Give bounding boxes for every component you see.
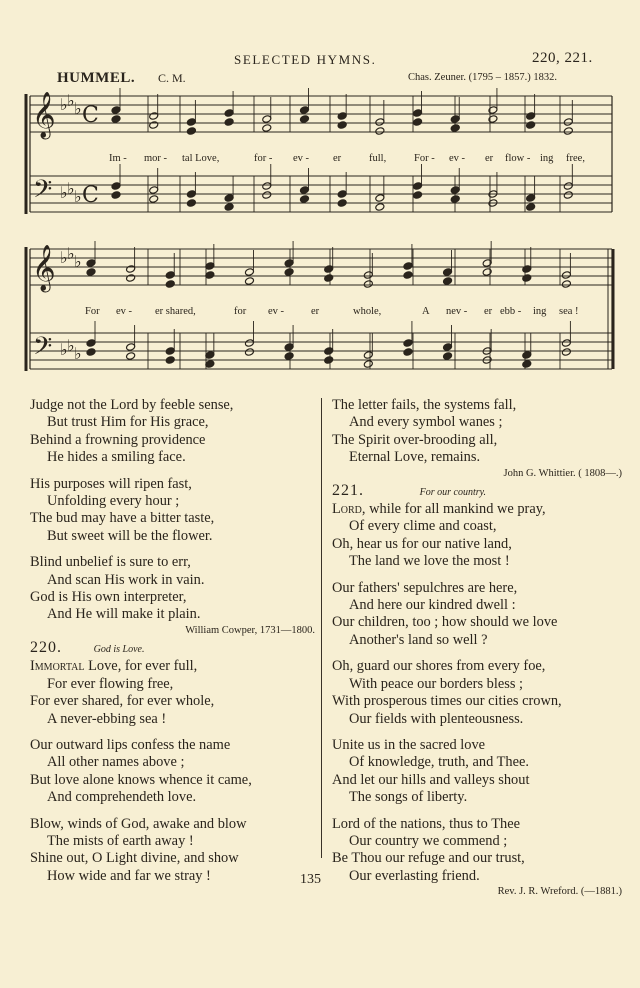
note-head [526,121,536,130]
note-head [375,203,385,212]
verse-line: But trust Him for His grace, [47,414,209,431]
lyric-syllable: tal Love, [182,153,220,164]
lyric-syllable: ebb - [500,306,522,317]
note-head [324,347,334,356]
verse-line: And here our kindred dwell : [349,597,516,614]
lyric-syllable: for [234,306,247,317]
stanza [332,816,622,886]
note-head [563,191,573,200]
hymn-heading [332,482,622,501]
note-head [244,277,254,286]
note-head [224,194,234,203]
verse-line: Lord of the nations, thus to Thee [332,815,520,832]
hymn-topic: For our country. [419,486,486,498]
verse-line: Oh, guard our shores from every foe, [332,658,546,675]
note-head [443,268,453,277]
lyric-syllable: ing [533,306,547,317]
note-head [111,191,121,200]
verse-line: The songs of liberty. [349,789,468,806]
verse-line: The bud may have a bitter taste, [30,510,215,527]
flat-icon: ♭ [67,246,75,263]
verse-line: With prosperous times our cities crown, [332,693,562,710]
page-number: 135 [300,872,321,887]
verse-line: Of every clime and coast, [349,518,497,535]
verse-line: And let our hills and valleys shout [332,771,530,788]
stanza [332,658,622,728]
verse-line: Our fields with plenteousness. [349,710,524,727]
verse-line: The Spirit over-brooding all, [332,431,498,448]
tune-name: HUMMEL. [57,70,136,86]
lyric-syllable: whole, [353,306,382,317]
stanza [332,580,622,650]
note-head [337,190,347,199]
note-head [111,115,121,124]
verse-line: Oh, hear us for our native land, [332,535,512,552]
note-head [403,339,413,348]
note-head [224,118,234,127]
lyric-syllable: ev - [449,153,466,164]
note-head [262,115,272,124]
verse-line: How wide and far we stray ! [47,867,211,884]
note-head [165,356,175,365]
note-head [413,191,423,200]
note-head [363,360,373,369]
music-score [0,0,640,395]
author-credit: John G. Whittier. ( 1808—.) [503,467,622,479]
note-head [299,115,309,124]
treble-clef-icon: 𝄞 [32,245,56,291]
flat-icon: ♭ [74,189,82,206]
verse-line: The land we love the most ! [349,553,510,570]
first-word: Immortal [30,658,85,675]
common-time-icon: C [82,103,99,128]
note-head [482,268,492,277]
lyric-syllable: For [85,306,100,317]
lyric-syllable: er [311,306,320,317]
stanza [30,397,315,467]
note-head [443,343,453,352]
note-head [186,118,196,127]
hymn-number: 220. [30,638,62,656]
verse-line: And He will make it plain. [47,606,201,623]
note-head [126,265,136,274]
note-head [563,118,573,127]
note-head [522,351,532,360]
verse-line: A never-ebbing sea ! [47,710,167,727]
note-head [165,280,175,289]
lyric-syllable: ev - [268,306,285,317]
note-head [186,127,196,136]
note-head [482,259,492,268]
verse-line: God is His own interpreter, [30,589,187,606]
lyric-syllable: for - [254,153,273,164]
note-head [299,106,309,115]
lyric-syllable: er [484,306,493,317]
note-head [526,194,536,203]
flat-icon: ♭ [74,346,82,363]
stanza [332,737,622,807]
note-head [244,268,254,277]
note-head [186,190,196,199]
note-head [522,360,532,369]
stanza [30,476,315,546]
note-head [337,199,347,208]
verse-line: Unite us in the sacred love [332,736,486,753]
note-head [522,265,532,274]
note-head [186,199,196,208]
verse-line: Judge not the Lord by feeble sense, [30,397,234,413]
note-head [413,109,423,118]
lyric-syllable: free, [566,153,585,164]
page-header: SELECTED HYMNS. [234,52,377,67]
tune-meter: C. M. [158,71,186,85]
note-head [224,109,234,118]
note-head [526,203,536,212]
hymn-number: 221. [332,481,364,499]
note-head [86,259,96,268]
hymn-heading [30,639,315,658]
note-head [413,118,423,127]
note-head [324,356,334,365]
verse-line: Our fathers' sepulchres are here, [332,579,518,596]
author-credit: William Cowper, 1731—1800. [185,624,315,636]
verse-line: Blow, winds of God, awake and blow [30,815,247,832]
lyric-syllable: flow - [505,153,531,164]
verse-line: Unfolding every hour ; [47,493,180,510]
note-head [284,343,294,352]
note-head [526,112,536,121]
note-head [244,348,254,357]
note-head [363,351,373,360]
verse-line: Of knowledge, truth, and Thee. [349,754,529,771]
lyric-syllable: er [333,153,342,164]
note-head [149,121,159,130]
lyric-syllable: ing [540,153,554,164]
verse-line: For ever flowing free, [47,675,174,692]
flat-icon: ♭ [60,342,68,359]
right-column [332,397,622,899]
note-head [488,115,498,124]
flat-icon: ♭ [60,185,68,202]
verse-line: All other names above ; [47,754,185,771]
flat-icon: ♭ [60,250,68,267]
verse-line: He hides a smiling face. [47,449,186,466]
lyric-syllable: ev - [116,306,133,317]
note-head [561,280,571,289]
note-head [165,271,175,280]
verse-line: Shine out, O Light divine, and show [30,850,239,867]
note-head [284,268,294,277]
hymn-topic: God is Love. [93,643,145,655]
flat-icon: ♭ [67,181,75,198]
stanza [332,397,622,467]
lyric-syllable: full, [369,153,387,164]
note-head [284,259,294,268]
note-head [563,127,573,136]
composer-credit: Chas. Zeuner. (1795 – 1857.) 1832. [408,72,558,83]
flat-icon: ♭ [74,101,82,118]
note-head [561,348,571,357]
note-head [284,352,294,361]
note-head [561,271,571,280]
common-time-icon: C [82,183,99,208]
note-head [126,274,136,283]
note-head [375,194,385,203]
stanza [30,554,315,624]
verse-line: With peace our borders bless ; [349,675,524,692]
stanza [30,658,315,728]
flat-icon: ♭ [67,93,75,110]
note-head [126,343,136,352]
verse-line: Our children, too ; how should we love [332,614,558,631]
note-head [111,106,121,115]
verse-line: Lord, while for all mankind we pray, [332,501,546,518]
note-head [262,182,272,191]
note-head [413,182,423,191]
note-head [149,112,159,121]
verse-line: Another's land so well ? [349,631,488,648]
verse-line: His purposes will ripen fast, [30,475,192,492]
note-head [86,348,96,357]
note-head [126,352,136,361]
verse-line: And scan His work in vain. [47,571,205,588]
note-head [337,112,347,121]
verse-line: Our outward lips confess the name [30,736,231,753]
note-head [86,339,96,348]
verse-line: Immortal Love, for ever full, [30,658,198,675]
note-head [224,203,234,212]
lyric-syllable: sea ! [559,306,579,317]
note-head [149,186,159,195]
note-head [86,268,96,277]
note-head [403,262,413,271]
flat-icon: ♭ [60,97,68,114]
column-divider [321,398,322,858]
note-head [111,182,121,191]
note-head [262,124,272,133]
stanza [332,501,622,571]
note-head [324,265,334,274]
note-head [563,182,573,191]
flat-icon: ♭ [74,254,82,271]
lyric-syllable: nev - [446,306,468,317]
lyric-syllable: For - [414,153,435,164]
note-head [149,195,159,204]
flat-icon: ♭ [67,338,75,355]
note-head [443,352,453,361]
lyric-syllable: A [422,306,430,317]
bass-clef-icon: 𝄢 [33,332,53,367]
note-head [299,186,309,195]
lyric-syllable: ev - [293,153,310,164]
lyric-syllable: mor - [144,153,168,164]
verse-line: The letter fails, the systems fall, [332,397,517,413]
verse-line: Blind unbelief is sure to err, [30,554,191,571]
note-head [443,277,453,286]
verse-line: Be Thou our refuge and our trust, [332,850,525,867]
verse-line: For ever shared, for ever whole, [30,693,215,710]
verse-line: But sweet will be the flower. [47,527,213,544]
note-head [375,127,385,136]
bass-clef-icon: 𝄢 [33,175,53,210]
verse-line: Behind a frowning providence [30,431,206,448]
verse-line: And comprehendeth love. [47,789,197,806]
verse-line: But love alone knows whence it came, [30,771,252,788]
verse-line: Eternal Love, remains. [349,449,481,466]
stanza [30,816,315,886]
note-head [363,271,373,280]
stanza [30,737,315,807]
note-head [337,121,347,130]
first-word: Lord [332,501,362,518]
lyric-syllable: er [485,153,494,164]
note-head [375,118,385,127]
lyric-syllable: Im - [109,153,127,164]
verse-line: The mists of earth away ! [47,832,194,849]
left-column [30,397,315,885]
note-head [488,106,498,115]
lyric-syllable: er shared, [155,306,196,317]
note-head [403,271,413,280]
note-head [262,191,272,200]
note-head [363,280,373,289]
verse-line: And every symbol wanes ; [349,414,503,431]
author-credit: Rev. J. R. Wreford. (—1881.) [497,886,622,898]
treble-clef-icon: 𝄞 [32,92,56,138]
note-head [561,339,571,348]
note-head [244,339,254,348]
note-head [324,274,334,283]
note-head [299,195,309,204]
note-head [165,347,175,356]
hymn-numbers: 220, 221. [532,50,593,66]
verse-line: Our country we commend ; [349,832,508,849]
note-head [522,274,532,283]
verse-line: Our everlasting friend. [349,867,480,884]
note-head [403,348,413,357]
